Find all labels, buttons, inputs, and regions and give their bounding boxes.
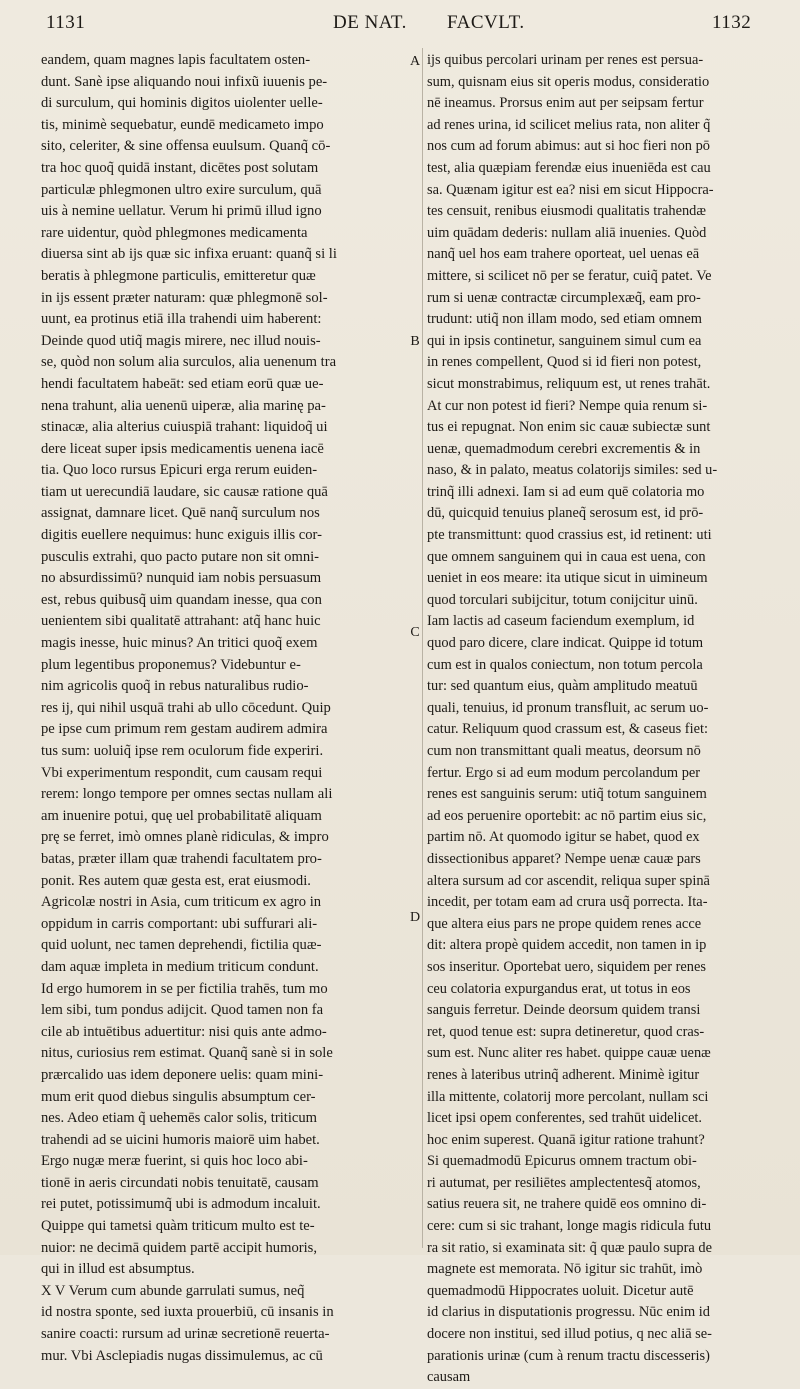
- text-line: hoc enim superest. Quanā igitur ratione trahunt?: [427, 1131, 705, 1148]
- text-line: diuersa sint ab ijs quæ sic infixa eruant: quanq̃ si li: [41, 246, 337, 263]
- text-line: que omnem sanguinem qui in caua est uena, con: [427, 548, 706, 565]
- text-line: dissectionibus apparet? Nempe uenæ cauæ pars: [427, 850, 701, 867]
- text-line: est, rebus quibusq̃ uim quandam inesse, qua con: [41, 591, 322, 608]
- column-divider: [422, 48, 423, 1248]
- text-line: pusculis extrahi, quo pacto putare non sit omni-: [41, 548, 320, 565]
- text-line: quod torculari subijcitur, totum conijcitur uinū.: [427, 591, 698, 608]
- running-title-right: FACVLT.: [447, 12, 525, 33]
- text-line: nitus, curiosius rem estimat. Quanq̃ sanè si in sole: [41, 1045, 333, 1062]
- text-line: ceu colatoria expurgandus erat, ut totus in eos: [427, 980, 691, 997]
- text-line: parationis urinæ (cum à renum tractu discesseris): [427, 1347, 710, 1364]
- right-page-number: 1132: [712, 12, 752, 33]
- text-line: sicut monstrabimus, reliquum est, ut renes trahāt.: [427, 375, 711, 392]
- text-line: tus sum: uoluiq̃ ipse rem oculorum fide experiri.: [41, 743, 324, 759]
- text-line: tur: sed quantum eius, quàm amplitudo meatuū: [427, 678, 698, 695]
- text-line: prę se ferret, imò omnes planè ridiculas, & impro: [41, 829, 329, 846]
- text-line: sito, celeriter, & sine offensa euulsum. Quanq̃ cō-: [41, 138, 331, 155]
- text-line: mur. Vbi Asclepiadis nugas dissimulemus, ac cū: [41, 1347, 323, 1364]
- text-line: tionē in aeris circundati nobis tenuitatē, causam: [41, 1174, 319, 1191]
- text-line: assignat, damnare licet. Quē nanq̃ surculum nos: [41, 505, 320, 522]
- text-line: licet ipsi opem conferentes, sed trahūt uidelicet.: [427, 1110, 702, 1127]
- text-line: nē ineamus. Prorsus enim aut per seipsam fertur: [427, 95, 704, 112]
- text-line: quod paro dicere, clare indicat. Quippe id totum: [427, 635, 704, 652]
- right-text-column: [427, 50, 773, 1386]
- text-line: sos inseritur. Oportebat uero, siquidem per renes: [427, 958, 706, 975]
- text-line: Vbi experimentum respondit, cum causam requi: [41, 764, 323, 781]
- text-line: di surculum, qui hominis digitos uiolenter uelle-: [41, 95, 323, 112]
- text-line: sa. Quænam igitur est ea? nisi em sicut Hippocra-: [427, 181, 714, 198]
- text-line: dunt. Sanè ipse aliquando noui infixũ iuuenis pe-: [41, 73, 328, 90]
- text-line: beratis à phlegmone particulis, emitteretur quæ: [41, 267, 316, 284]
- text-line: particulæ phlegmonen ultro exire surculum, quā: [41, 181, 322, 198]
- text-line: que altera eius pars ne prope quidem renes acce: [427, 915, 702, 932]
- text-line: pe ipse cum primum rem gestam audirem admira: [41, 721, 328, 738]
- text-line: dit: altera propè quidem accedit, non tamen in ip: [427, 937, 707, 954]
- text-line: magis inesse, huic minus? An tritici quoq̃ exem: [41, 635, 318, 652]
- text-line: tus ei repugnat. Non enim sic cauæ subiectæ sunt: [427, 419, 711, 436]
- text-line: rei putet, potissimumq̃ ubi is admodum incaluit.: [41, 1196, 321, 1213]
- text-line: cere: cum si sic trahant, longe magis ridicula futu: [427, 1218, 712, 1235]
- text-line: nos cum ad forum abimus: aut si hoc fieri non pō: [427, 138, 710, 155]
- text-line: tis, minimè sequebatur, eundē medicameto impo: [41, 116, 324, 133]
- text-line: trinq̃ illi adnexi. Iam si ad eum quē colatoria mo: [427, 483, 705, 500]
- margin-marker-d: D: [409, 910, 421, 925]
- text-line: Agricolæ nostri in Asia, cum triticum ex agro in: [41, 894, 322, 911]
- text-line: sanire coacti: rursum ad urinæ secretionē reuerta-: [41, 1326, 330, 1343]
- text-line: cum est in qualos coniectum, non totum percola: [427, 656, 703, 673]
- text-line: pte transmittunt: quod crassius est, id retinent: uti: [427, 527, 712, 544]
- text-line: in renes compellent, Quod si id fieri non potest,: [427, 354, 702, 371]
- text-line: incedit, per totam eam ad crura usq̃ porrecta. Ita-: [427, 894, 708, 911]
- left-text-column: [41, 50, 407, 1364]
- text-line: sum est. Nunc aliter res habet. quippe cauæ uenæ: [427, 1045, 711, 1062]
- text-line: rerem: longo tempore per omnes sectas nullam ali: [41, 786, 333, 803]
- text-line: oppidum in carris comportant: ubi suffurari ali-: [41, 915, 318, 932]
- text-line: satius reuera sit, ne trahere quidē eos omnino di-: [427, 1196, 707, 1213]
- text-line: uenientem sibi qualitatē attrahant: atq̃ hanc huic: [41, 613, 321, 630]
- text-line: sum, quisnam eius sit operis modus, consideratio: [427, 73, 710, 90]
- text-line: cum non transmittant quali meatus, deorsum nō: [427, 743, 701, 759]
- text-line: tra hoc quoq̃ quidā instant, dicētes post solutam: [41, 159, 319, 176]
- text-line: fertur. Ergo si ad eum modum percolandum per: [427, 764, 701, 781]
- text-line: ad eos peruenire oportebit: ac nō partim eius sic,: [427, 807, 707, 824]
- text-line: mum erit quod diebus singulis absumptum cer-: [41, 1088, 316, 1105]
- text-line: quemadmodū Hippocrates uoluit. Dicetur autē: [427, 1282, 694, 1299]
- text-line: hendi facultatem habeāt: sed etiam eorū quæ ue-: [41, 375, 324, 392]
- text-line: altera sursum ad cor ascendit, reliqua super spinā: [427, 872, 710, 889]
- margin-marker-a: A: [409, 54, 421, 69]
- text-line: nanq̃ uel hos eam trahere oporteat, uel uenas eā: [427, 246, 700, 263]
- text-line: cile ab intuētibus aduertitur: nisi quis ante admo-: [41, 1023, 327, 1040]
- left-page-number: 1131: [46, 12, 86, 33]
- text-line: trudunt: utiq̃ non illam modo, sed etiam omnem: [427, 311, 702, 328]
- text-line: Deinde quod utiq̃ magis mirere, nec illud nouis-: [41, 332, 321, 349]
- text-line: test, alia quæpiam ferendæ eius inueniēda est cau: [427, 159, 711, 176]
- margin-marker-c: C: [410, 625, 420, 640]
- text-line: quid uolunt, nec tamen deprehendi, fictilia quæ-: [41, 937, 322, 954]
- text-line: sanguis ferretur. Deinde deorsum quidem transi: [427, 1002, 701, 1019]
- text-line: id clarius in disputationis progressu. Nūc enim id: [427, 1304, 710, 1321]
- text-line: dū, quicquid tenuius planeq̃ serosum est, id prō-: [427, 505, 704, 522]
- text-line: Si quemadmodū Epicurus omnem tractum obi-: [427, 1153, 697, 1170]
- text-line: se, quòd non solum alia surculos, alia uenenum tra: [41, 354, 337, 371]
- text-line: nuior: ne decimā quidem partē accipit humoris,: [41, 1239, 317, 1256]
- text-line: ri autumat, per resiliētes amplectentesq̃ atomos,: [427, 1174, 701, 1191]
- text-line: naso, & in palato, meatus colatorijs similes: sed u-: [427, 462, 718, 479]
- text-line: mittere, si scilicet nō per se feratur, cuiq̃ patet. Ve: [427, 267, 712, 284]
- text-line: Id ergo humorem in se per fictilia trahēs, tum mo: [41, 980, 328, 997]
- text-line: plum legentibus proponemus? Videbuntur e-: [41, 656, 301, 673]
- text-line: tiam ut uerecundiā laudare, sic causæ ratione quā: [41, 483, 328, 500]
- text-line: ret, quod tenue est: supra detineretur, quod cras-: [427, 1023, 705, 1040]
- text-line: ijs quibus percolari urinam per renes est persua-: [427, 52, 704, 68]
- text-line: prærcalido uas idem deponere uelis: quam mini-: [41, 1066, 324, 1083]
- text-line: illa mittente, colatorij more percolant, nullam sci: [427, 1088, 709, 1105]
- text-line: id nostra sponte, sed iuxta prouerbiū, cū insanis in: [41, 1304, 334, 1321]
- text-line: tes censuit, renibus eiusmodi qualitatis trahendæ: [427, 203, 706, 220]
- text-line: At cur non potest id fieri? Nempe quia renum si-: [427, 397, 708, 414]
- text-line: stinacæ, alia alterius cuiuspiā trahant: liquidoq̃ ui: [41, 419, 328, 436]
- text-line: uenæ, quemadmodum cerebri excrementis & in: [427, 440, 701, 457]
- running-header: [0, 0, 800, 50]
- text-line: quali, tenuius, id pronum transfluit, ac serum uo-: [427, 699, 709, 716]
- text-line: ueniet in eos meare: ita utique sicut in uimineum: [427, 570, 708, 587]
- text-line: eandem, quam magnes lapis facultatem osten-: [41, 52, 311, 68]
- text-line: nena trahunt, alia uenenū uiperæ, alia marinę pa-: [41, 397, 326, 414]
- running-title-left: DE NAT.: [333, 12, 407, 33]
- text-line: partim nō. At quomodo igitur se habet, quod ex: [427, 829, 700, 846]
- text-line: X V Verum cum abunde garrulati sumus, neq̃: [41, 1282, 305, 1299]
- text-line: am inuenire potui, quę uel probabilitatē aliquam: [41, 807, 322, 824]
- text-line: no absurdissimū? nunquid iam nobis persuasum: [41, 570, 322, 587]
- text-line: uim quādam dederis: nullam aliā inuenies. Quòd: [427, 224, 707, 241]
- text-line: qui in ipsis continetur, sanguinem simul cum ea: [427, 332, 702, 349]
- text-line: renes est sanguinis serum: utiq̃ totum sanguinem: [427, 786, 707, 803]
- text-line: catur. Reliquum quod crassum est, & caseus fiet:: [427, 721, 708, 738]
- text-line: Quippe qui tametsi quàm triticum multo est te-: [41, 1218, 315, 1235]
- text-line: lem sibi, tum pondus adijcit. Quod tamen non fa: [41, 1002, 324, 1019]
- text-line: dam aquæ impleta in medium triticum condunt.: [41, 958, 319, 975]
- text-line: batas, præter illam quæ trahendi facultatem pro-: [41, 850, 322, 867]
- text-line: dere liceat super ipsis medicamentis uenena iacē: [41, 440, 324, 457]
- text-line: causam: [427, 1369, 471, 1386]
- text-line: trahendi ad se uicini humoris maiorē uim habet.: [41, 1131, 320, 1148]
- margin-marker-b: B: [410, 334, 420, 349]
- text-line: renes à lateribus utrinq̃ adherent. Minimè igitur: [427, 1066, 700, 1083]
- text-line: Ergo nugæ meræ fuerint, si quis hoc loco abi-: [41, 1153, 308, 1170]
- text-line: ponit. Res autem quæ gesta est, erat eiusmodi.: [41, 872, 311, 889]
- text-line: Iam lactis ad caseum faciendum exemplum, id: [427, 613, 695, 630]
- text-line: magnete est memorata. Nō igitur sic trahūt, imò: [427, 1261, 703, 1278]
- text-line: docere non institui, sed illud potius, q nec aliā se-: [427, 1326, 712, 1343]
- text-line: qui in illud est absumptus.: [41, 1261, 195, 1278]
- text-line: tia. Quo loco rursus Epicuri erga rerum euiden-: [41, 462, 318, 479]
- text-line: uis à nemine uellatur. Verum hi primū illud igno: [41, 203, 322, 220]
- text-line: ra sit ratio, si examinata sit: q̃ quæ paulo supra de: [427, 1239, 712, 1256]
- text-line: in ijs essent præter naturam: quæ phlegmonē sol-: [41, 289, 328, 306]
- text-line: rum si uenæ contractæ circumplexæq̃, eam pro-: [427, 289, 701, 306]
- text-line: uunt, ea protinus etiā illa trahendi uim haberent:: [41, 311, 322, 328]
- text-line: rare uidentur, quòd phlegmones medicamenta: [41, 224, 308, 241]
- text-line: digitis euellere nequimus: hunc exiguis illis cor-: [41, 527, 322, 544]
- text-line: res ij, qui nihil usquā trahi ab ullo cōcedunt. Quip: [41, 699, 331, 716]
- text-line: ad renes urina, id scilicet melius rata, non aliter q̃: [427, 116, 711, 133]
- text-line: nim agricolis quoq̃ in rebus naturalibus rudio-: [41, 678, 309, 695]
- text-line: nes. Adeo etiam q̃ uehemēs calor solis, triticum: [41, 1110, 317, 1127]
